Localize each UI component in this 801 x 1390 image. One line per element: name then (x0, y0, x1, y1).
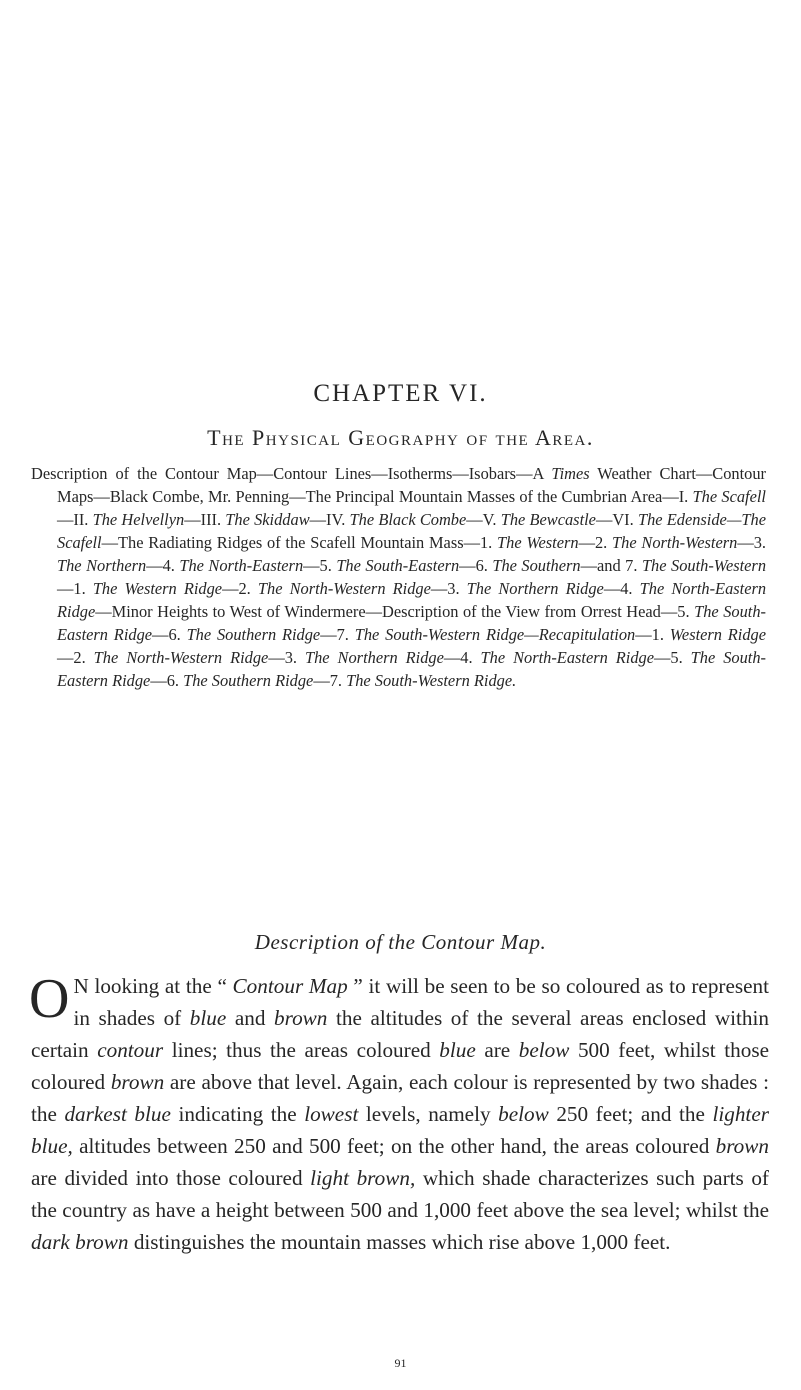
synopsis-italic-run: The North-Eastern (179, 556, 304, 575)
body-run: ” it will be seen to be so coloured as to represent in shades of (73, 974, 769, 1030)
synopsis-run: —4. (443, 648, 481, 667)
body-italic-run: brown (274, 1006, 328, 1030)
body-italic-run: contour (97, 1038, 164, 1062)
body-paragraph (31, 970, 769, 1258)
synopsis-run: —4. (603, 579, 640, 598)
body-run: are above that level. Again, each colour is represented by two shades : the (31, 1070, 769, 1126)
body-italic-run: lowest (304, 1102, 359, 1126)
synopsis-run: —6. (459, 556, 493, 575)
synopsis-italic-run: The North-Eastern Ridge (480, 648, 654, 667)
synopsis-italic-run: The Edenside—The Scafell (57, 510, 766, 552)
synopsis-run: —4. (146, 556, 180, 575)
synopsis-italic-run: The Southern Ridge (183, 671, 314, 690)
first-word-rest: N (73, 974, 89, 998)
body-italic-run: below (518, 1038, 570, 1062)
body-italic-run: brown (715, 1134, 769, 1158)
synopsis-run: —3. (268, 648, 305, 667)
synopsis-italic-run: The Bewcastle (500, 510, 596, 529)
synopsis-run: —6. (152, 625, 187, 644)
synopsis-italic-run: The Skiddaw (225, 510, 310, 529)
synopsis-italic-run: The Scafell (692, 487, 766, 506)
synopsis-run: —5. (303, 556, 337, 575)
synopsis-run: —and 7. (580, 556, 642, 575)
synopsis-italic-run: The Western Ridge (92, 579, 223, 598)
synopsis-run: —Minor Heights to West of Windermere—Description of the View from Orrest Head—5. (95, 602, 695, 621)
body-italic-run: lighter blue, (31, 1102, 769, 1158)
drop-cap: O (29, 968, 70, 1030)
synopsis-run: —V. (466, 510, 501, 529)
page-number: 91 (394, 1356, 407, 1370)
body-run: are divided into those coloured (31, 1166, 311, 1190)
body-run: altitudes between 250 and 500 feet; on the other hand, the areas coloured (72, 1134, 716, 1158)
body-text-runs (29, 968, 769, 1254)
body-italic-run: blue (439, 1038, 476, 1062)
body-italic-run: darkest blue (64, 1102, 171, 1126)
synopsis-run: —VI. (595, 510, 638, 529)
body-run: and (226, 1006, 275, 1030)
synopsis-italic-run: The South-Western Ridge. (346, 671, 517, 690)
synopsis-run: —2. (57, 648, 94, 667)
body-run: 250 feet; and the (548, 1102, 713, 1126)
synopsis-italic-run: The South-Western Ridge—Recapitulation (354, 625, 636, 644)
body-run: distinguishes the mountain masses which rise above 1,000 feet. (128, 1230, 671, 1254)
synopsis-italic-run: The Helvellyn (92, 510, 185, 529)
body-italic-run: light brown, (310, 1166, 416, 1190)
synopsis-italic-run: The Northern Ridge (305, 648, 444, 667)
synopsis-run: Weather Chart—Contour Maps—Black Combe, Mr. Penning—The Principal Mountain Masses of the Cumbrian Area—I. (57, 464, 766, 506)
synopsis-italic-run: Western Ridge (669, 625, 767, 644)
chapter-heading: CHAPTER VI. (313, 380, 488, 407)
synopsis-run: —7. (313, 671, 347, 690)
synopsis-run: —1. (57, 579, 93, 598)
synopsis-run: Description of the Contour Map—Contour Lines—Isotherms—Isobars—A (31, 464, 552, 483)
section-heading: Description of the Contour Map. (254, 930, 547, 954)
body-italic-run: below (498, 1102, 549, 1126)
body-run: are (475, 1038, 519, 1062)
synopsis-run: —The Radiating Ridges of the Scafell Mountain Mass—1. (101, 533, 498, 552)
synopsis-italic-run: The Northern Ridge (466, 579, 604, 598)
synopsis-italic-run: The North-Eastern Ridge (57, 579, 767, 621)
body-run: indicating the (170, 1102, 305, 1126)
synopsis-italic-run: The North-Western (612, 533, 738, 552)
body-run: the altitudes of the several areas enclosed within certain (31, 1006, 769, 1062)
synopsis-italic-run: The North-Western Ridge (257, 579, 431, 598)
body-run: lines; thus the areas coloured (163, 1038, 440, 1062)
body-italic-run: Contour Map (232, 974, 348, 998)
synopsis-run: —1. (635, 625, 670, 644)
synopsis-italic-run: The Southern Ridge (186, 625, 321, 644)
body-run: 500 feet, whilst those coloured (31, 1038, 769, 1094)
synopsis-italic-run: The South-Eastern (336, 556, 460, 575)
synopsis-italic-run: The South-Eastern Ridge (57, 602, 766, 644)
synopsis-italic-run: The South-Western (641, 556, 767, 575)
synopsis-run: —3. (737, 533, 766, 552)
synopsis-run: —2. (222, 579, 258, 598)
synopsis-run: —III. (184, 510, 226, 529)
body-italic-run: blue (189, 1006, 227, 1030)
synopsis-run: —6. (150, 671, 184, 690)
synopsis-run: —IV. (309, 510, 350, 529)
synopsis-italic-run: The Southern (492, 556, 581, 575)
body-italic-run: dark brown (31, 1230, 129, 1254)
synopsis-italic-run: The Black Combe (349, 510, 467, 529)
body-run: levels, namely (358, 1102, 499, 1126)
chapter-title: The Physical Geography of the Area. (207, 425, 594, 450)
synopsis-run: —7. (320, 625, 355, 644)
body-run: which shade characterizes such parts of the country as have a height between 500 and 1,000 feet above the sea level; whilst the (31, 1166, 769, 1222)
synopsis-italic-run: The North-Western Ridge (93, 648, 269, 667)
synopsis-italic-run: Times (551, 464, 590, 483)
synopsis-italic-run: The Western (497, 533, 579, 552)
synopsis-run: —II. (57, 510, 93, 529)
body-italic-run: brown (110, 1070, 165, 1094)
chapter-synopsis (31, 462, 766, 692)
synopsis-italic-run: The Northern (57, 556, 147, 575)
synopsis-run: —3. (430, 579, 467, 598)
synopsis-run: —5. (654, 648, 691, 667)
synopsis-italic-run: The South-Eastern Ridge (57, 648, 767, 690)
synopsis-paragraph (31, 462, 766, 692)
body-run: looking at the “ (88, 974, 233, 998)
synopsis-run: —2. (578, 533, 613, 552)
